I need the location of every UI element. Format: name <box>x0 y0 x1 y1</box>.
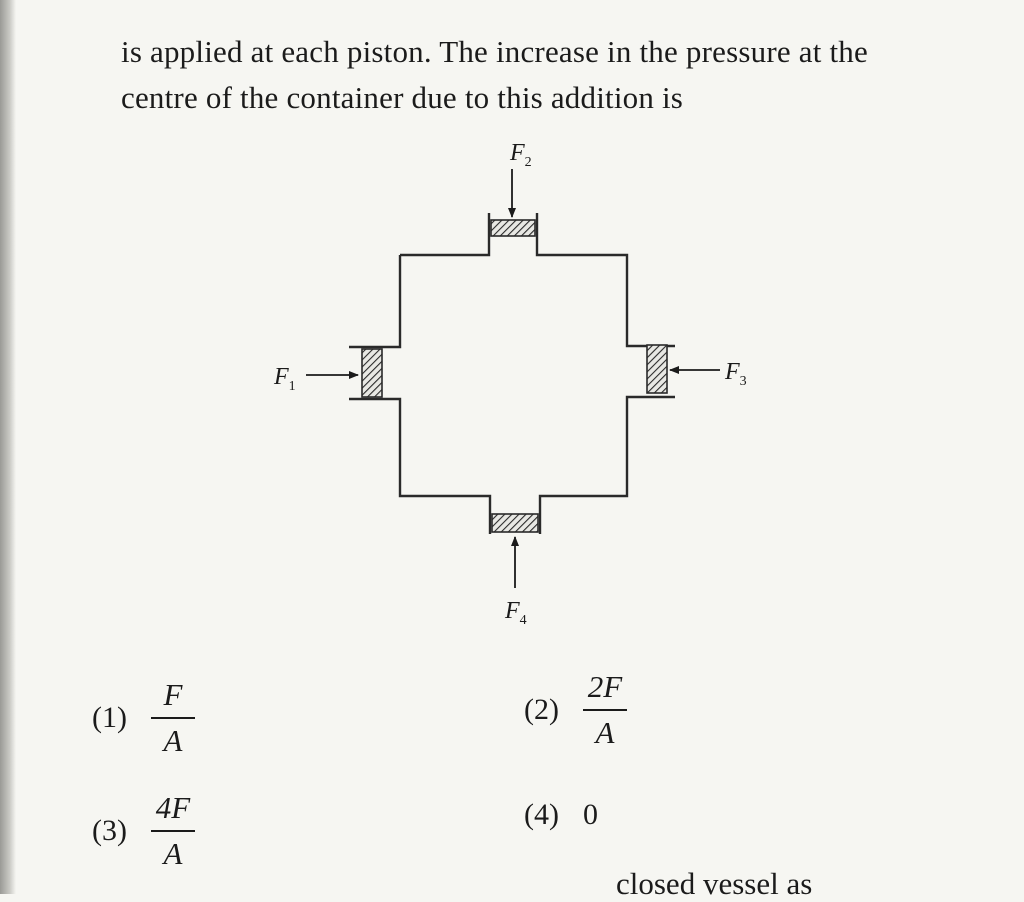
piston-right <box>647 345 667 393</box>
force-label-f1: $F_1$ <box>274 364 296 394</box>
option-3-number: (3) <box>92 813 127 847</box>
piston-left <box>362 349 382 397</box>
question-stem-line-2: centre of the container due to this addition is <box>121 80 684 115</box>
option-1-number: (1) <box>92 700 127 734</box>
option-4-number: (4) <box>524 798 559 831</box>
force-label-f2: $F_2$ <box>510 140 532 170</box>
option-3-fraction: $\frac{4F}{A}$ <box>151 790 195 871</box>
option-1[interactable] <box>92 677 195 758</box>
piston-bottom <box>492 514 538 532</box>
option-2-fraction: $\frac{2F}{A}$ <box>583 669 627 750</box>
option-4[interactable] <box>524 798 598 832</box>
option-1-fraction: $\frac{F}{A}$ <box>151 677 195 758</box>
option-4-value: 0 <box>582 798 598 831</box>
option-2-number: (2) <box>524 692 559 726</box>
force-label-f4: $F_4$ <box>505 598 527 628</box>
option-3[interactable] <box>92 790 195 871</box>
question-stem-line-1: is applied at each piston. The increase in the pressure at the <box>121 34 868 69</box>
next-question-fragment: closed vessel as <box>616 866 813 901</box>
piston-top <box>491 220 535 236</box>
force-label-f3: $F_3$ <box>725 359 747 389</box>
container-outline <box>349 213 675 534</box>
option-2[interactable] <box>524 669 627 750</box>
